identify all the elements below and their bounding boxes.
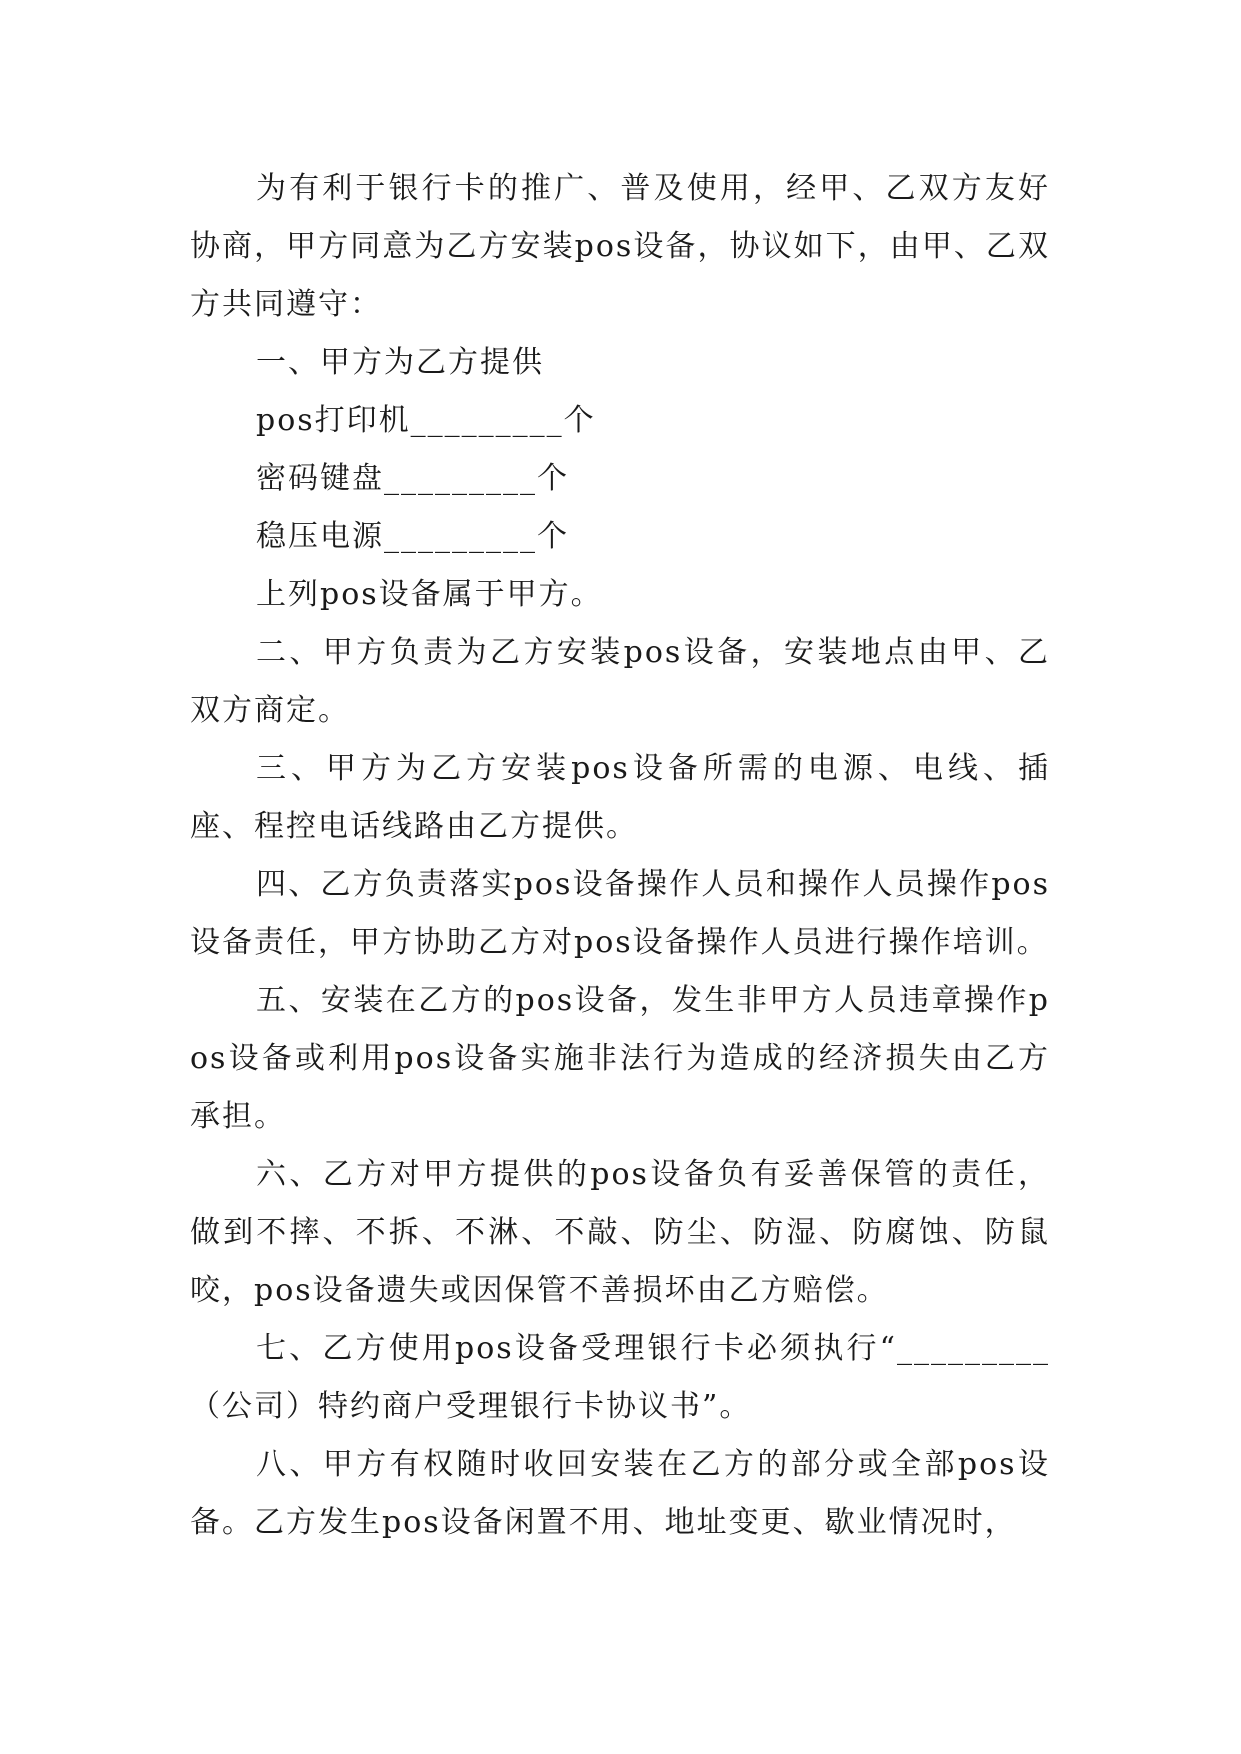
paragraph-clause-8: 八、甲方有权随时收回安装在乙方的部分或全部pos设备。乙方发生pos设备闲置不用、地址变更、歇业情况时，	[190, 1447, 1050, 1540]
paragraph-clause-6: 六、乙方对甲方提供的pos设备负有妥善保管的责任，做到不摔、不拆、不淋、不敲、防尘、防湿、防腐蚀、防鼠咬，pos设备遗失或因保管不善损坏由乙方赔偿。	[190, 1157, 1050, 1308]
paragraph-clause-5: 五、安装在乙方的pos设备，发生非甲方人员违章操作pos设备或利用pos设备实施非法行为造成的经济损失由乙方承担。	[190, 983, 1050, 1134]
document-body	[190, 160, 1050, 1552]
paragraph-intro: 为有利于银行卡的推广、普及使用，经甲、乙双方友好协商，甲方同意为乙方安装pos设备，协议如下，由甲、乙双方共同遵守：	[190, 171, 1050, 322]
paragraph-clause-1: 一、甲方为乙方提供	[256, 345, 544, 380]
paragraph-item-printer: pos打印机_________个	[256, 403, 596, 438]
paragraph-clause-2: 二、甲方负责为乙方安装pos设备，安装地点由甲、乙双方商定。	[190, 635, 1050, 728]
paragraph-item-power: 稳压电源_________个	[256, 519, 569, 554]
paragraph-item-keypad: 密码键盘_________个	[256, 461, 569, 496]
paragraph-clause-4: 四、乙方负责落实pos设备操作人员和操作人员操作pos设备责任，甲方协助乙方对pos设备操作人员进行操作培训。	[190, 867, 1050, 960]
paragraph-ownership: 上列pos设备属于甲方。	[256, 577, 603, 612]
paragraph-clause-7: 七、乙方使用pos设备受理银行卡必须执行“_________（公司）特约商户受理银行卡协议书”。	[190, 1331, 1050, 1424]
paragraph-clause-3: 三、甲方为乙方安装pos设备所需的电源、电线、插座、程控电话线路由乙方提供。	[190, 751, 1050, 844]
